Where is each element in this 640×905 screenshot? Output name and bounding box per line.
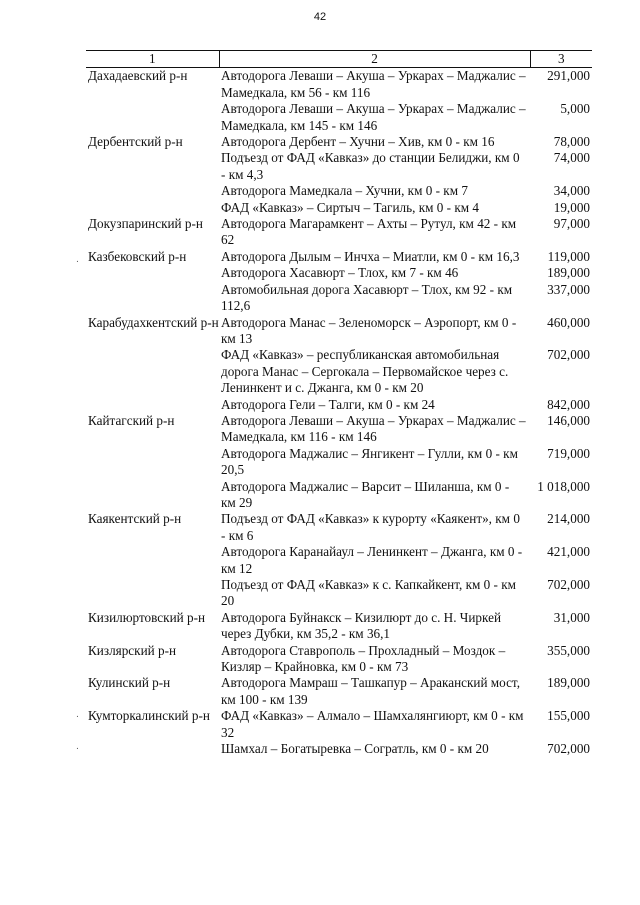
district-cell: Карабудахкентский р-н <box>88 314 219 330</box>
road-cell: Автодорога Дербент – Хучни – Хив, км 0 - км 16 <box>221 134 495 150</box>
value-cell: 189,000 <box>547 265 590 281</box>
district-cell: Каякентский р-н <box>88 511 182 527</box>
district-cell: Кулинский р-н <box>88 675 171 691</box>
road-cell: Автодорога Маджалис – Варсит – Шиланша, км 0 - км 29 <box>221 478 510 510</box>
value-cell: 146,000 <box>547 412 590 428</box>
value-cell: 702,000 <box>547 347 590 363</box>
table-row <box>86 511 592 544</box>
value-cell: 421,000 <box>547 544 590 560</box>
value-cell: 74,000 <box>553 150 590 166</box>
table-row <box>86 413 592 446</box>
table-row <box>86 675 592 708</box>
table-row <box>86 741 592 757</box>
district-cell <box>86 741 219 757</box>
value-cell: 702,000 <box>547 577 590 592</box>
road-cell: ФАД «Кавказ» – Алмало – Шамхалянгиюрт, км 0 - км 32 <box>221 708 524 740</box>
road-cell: ФАД «Кавказ» – республиканская автомобильная дорога Манас – Сергокала – Первомайское через с. Ленинкент и с. Джанга, км 0 - км 20 <box>221 347 509 396</box>
district-cell: Дербентский р-н <box>88 134 183 150</box>
table-row <box>86 708 592 741</box>
table-row <box>86 216 592 249</box>
road-cell: Автодорога Манас – Зеленоморск – Аэропорт, км 0 - км 13 <box>221 314 517 346</box>
table-row <box>86 315 592 348</box>
value-cell: 5,000 <box>560 101 590 117</box>
table-row <box>86 347 592 396</box>
road-cell: Автодорога Магарамкент – Ахты – Рутул, км 42 - км 62 <box>221 216 517 248</box>
scan-mark: . <box>76 742 79 752</box>
value-cell: 337,000 <box>547 281 590 297</box>
value-cell: 460,000 <box>547 314 590 330</box>
road-cell: Автодорога Леваши – Акуша – Уркарах – Маджалис – Мамедкала, км 145 - км 146 <box>221 101 526 133</box>
road-cell: Подъезд от ФАД «Кавказ» к с. Капкайкент, км 0 - км 20 <box>221 577 516 609</box>
road-cell: Автодорога Буйнакск – Кизилюрт до с. Н. Чиркей через Дубки, км 35,2 - км 36,1 <box>221 609 502 642</box>
district-cell <box>86 446 219 479</box>
table-row <box>86 282 592 315</box>
district-cell <box>86 479 219 512</box>
value-cell: 189,000 <box>547 675 590 691</box>
header-row <box>86 51 592 68</box>
district-cell <box>86 347 219 396</box>
table-row <box>86 610 592 643</box>
value-cell: 19,000 <box>553 199 590 215</box>
value-cell: 842,000 <box>547 396 590 412</box>
column-header: 1 <box>86 51 219 68</box>
table-row <box>86 643 592 676</box>
value-cell: 214,000 <box>547 511 590 527</box>
district-cell <box>86 200 219 216</box>
road-cell: Шамхал – Богатыревка – Согратль, км 0 - км 20 <box>221 741 489 757</box>
table-row <box>86 265 592 281</box>
table-row <box>86 150 592 183</box>
page-number: 42 <box>313 11 327 23</box>
value-cell: 78,000 <box>553 134 590 150</box>
road-cell: Автодорога Дылым – Инчха – Миатли, км 0 - км 16,3 <box>221 248 520 264</box>
road-cell: Автодорога Ставрополь – Прохладный – Моздок – Кизляр – Крайновка, км 0 - км 73 <box>221 642 506 675</box>
district-cell <box>86 577 219 610</box>
road-cell: Автодорога Леваши – Акуша – Уркарах – Маджалис – Мамедкала, км 56 - км 116 <box>221 68 526 100</box>
road-cell: Автодорога Каранайаул – Ленинкент – Джанга, км 0 - км 12 <box>221 544 523 576</box>
value-cell: 291,000 <box>547 68 590 84</box>
value-cell: 155,000 <box>547 708 590 724</box>
road-cell: Автодорога Маджалис – Янгикент – Гулли, км 0 - км 20,5 <box>221 445 518 478</box>
district-cell: Казбековский р-н <box>88 248 187 264</box>
value-cell: 702,000 <box>547 741 590 757</box>
district-cell <box>86 150 219 183</box>
road-cell: Автодорога Гели – Талги, км 0 - км 24 <box>221 396 435 412</box>
table-row <box>86 479 592 512</box>
district-cell <box>86 101 219 134</box>
district-cell <box>86 282 219 315</box>
table-row <box>86 134 592 150</box>
table-row <box>86 200 592 216</box>
table-row <box>86 577 592 610</box>
table-row <box>86 446 592 479</box>
value-cell: 719,000 <box>547 445 590 461</box>
district-cell: Дахадаевский р-н <box>88 68 188 84</box>
column-header: 3 <box>530 51 592 68</box>
table-row <box>86 249 592 265</box>
district-cell <box>86 397 219 413</box>
road-cell: ФАД «Кавказ» – Сиртыч – Тагиль, км 0 - км 4 <box>221 199 479 215</box>
road-cell: Автодорога Мамраш – Ташкапур – Араканский мост, км 100 - км 139 <box>221 675 520 707</box>
value-cell: 119,000 <box>547 248 590 264</box>
value-cell: 355,000 <box>547 642 590 658</box>
scan-mark: . <box>76 255 79 265</box>
value-cell: 34,000 <box>553 183 590 199</box>
district-cell <box>86 544 219 577</box>
value-cell: 31,000 <box>553 609 590 625</box>
road-table <box>86 50 592 757</box>
road-cell: Автодорога Леваши – Акуша – Уркарах – Маджалис – Мамедкала, км 116 - км 146 <box>221 412 526 445</box>
district-cell: Кумторкалинский р-н <box>88 708 210 724</box>
value-cell: 97,000 <box>553 216 590 232</box>
district-cell: Кайтагский р-н <box>88 412 175 428</box>
road-cell: Подъезд от ФАД «Кавказ» к курорту «Каякент», км 0 - км 6 <box>221 511 520 543</box>
road-cell: Автодорога Мамедкала – Хучни, км 0 - км 7 <box>221 183 468 199</box>
road-cell: Автомобильная дорога Хасавюрт – Тлох, км 92 - км 112,6 <box>221 281 513 314</box>
road-cell: Автодорога Хасавюрт – Тлох, км 7 - км 46 <box>221 265 459 281</box>
district-cell: Кизлярский р-н <box>88 642 177 658</box>
table-row <box>86 101 592 134</box>
district-cell: Кизилюртовский р-н <box>88 609 206 625</box>
column-header: 2 <box>219 51 530 68</box>
road-cell: Подъезд от ФАД «Кавказ» до станции Белиджи, км 0 - км 4,3 <box>221 150 520 182</box>
table-row <box>86 183 592 199</box>
district-cell <box>86 265 219 281</box>
district-cell: Докузпаринский р-н <box>88 216 203 232</box>
value-cell: 1 018,000 <box>537 478 590 494</box>
table-row <box>86 544 592 577</box>
district-cell <box>86 183 219 199</box>
scan-mark: . <box>76 710 79 720</box>
table-row <box>86 397 592 413</box>
table-row <box>86 68 592 101</box>
